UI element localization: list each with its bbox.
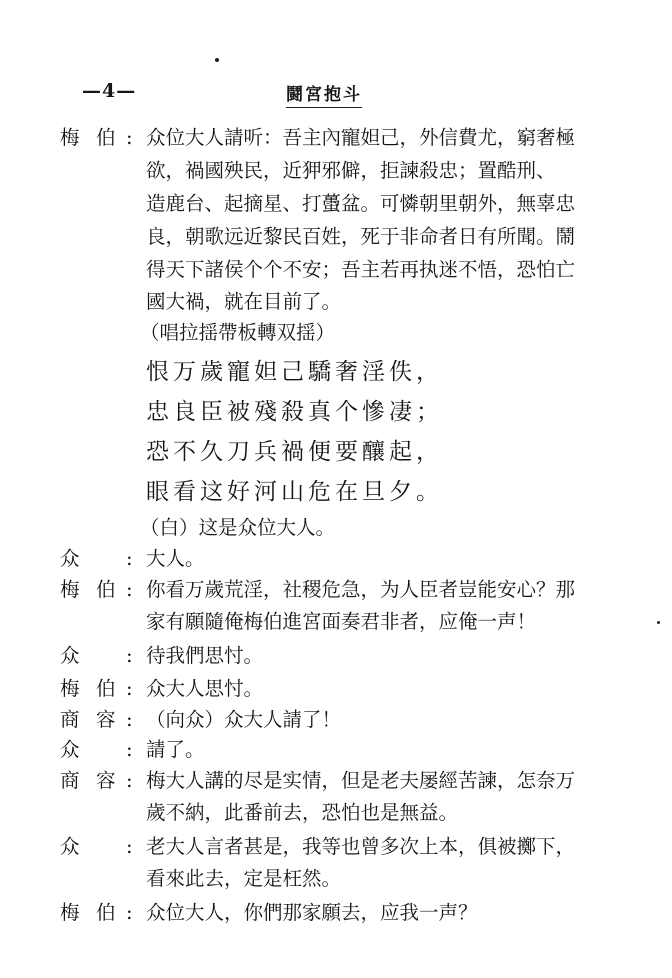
speaker-label: 众 bbox=[60, 547, 80, 570]
dialogue-line: 众位大人，你們那家願去，应我一声？ bbox=[146, 901, 478, 924]
speaker-label: 众 bbox=[60, 835, 80, 858]
dialogue-line: 众大人思忖。 bbox=[146, 677, 264, 700]
song-line: 恐不久刀兵禍便要釀起， bbox=[146, 439, 443, 465]
running-title: 鬪宮抱斗 bbox=[286, 80, 362, 108]
page-number: —4— bbox=[82, 80, 137, 102]
dialogue-line: 你看万歲荒淫，社稷危急，为人臣者豈能安心？那 bbox=[146, 578, 576, 601]
speaker-label: 梅 伯 bbox=[60, 901, 116, 924]
song-line: 眼看这好河山危在旦夕。 bbox=[146, 479, 443, 505]
page-header bbox=[0, 80, 672, 108]
speech-line: 國大禍，就在目前了。 bbox=[146, 290, 342, 313]
dialogue-line: 歲不納，此番前去，恐怕也是無益。 bbox=[146, 801, 459, 824]
speaker-colon: : bbox=[126, 677, 133, 700]
spoken-line: （白）这是众位大人。 bbox=[140, 516, 336, 539]
speaker-label: 商 容 bbox=[60, 708, 116, 731]
speaker-label: 商 容 bbox=[60, 769, 116, 792]
speech-line: 欲，禍國殃民，近狎邪僻，拒諫殺忠；置酷刑、 bbox=[146, 159, 556, 182]
stage-direction: （唱拉揺帶板轉双揺） bbox=[140, 321, 336, 344]
dialogue-line: 梅大人講的尽是实情，但是老夫屡經苦諫，怎奈万 bbox=[146, 769, 576, 792]
speech-line: 得天下諸侯个个不安；吾主若再执迷不悟，恐怕亡 bbox=[146, 258, 576, 281]
dialogue-line: 大人。 bbox=[146, 547, 205, 570]
speaker-colon: : bbox=[126, 901, 133, 924]
speaker-colon: : bbox=[126, 547, 133, 570]
speck-mark bbox=[215, 58, 219, 62]
speech-line: 良，朝歌远近黎民百姓，死于非命者日有所聞。鬧 bbox=[146, 225, 576, 248]
speaker-label: 众 bbox=[60, 738, 80, 761]
dialogue-line: 請了。 bbox=[146, 738, 205, 761]
speaker-colon: : bbox=[126, 769, 133, 792]
dialogue-line: 看來此去，定是枉然。 bbox=[146, 867, 342, 890]
speaker-label: 梅 伯 bbox=[60, 578, 116, 601]
dialogue-line: （向众）众大人請了！ bbox=[146, 708, 342, 731]
speck-mark bbox=[657, 621, 660, 624]
dialogue-line: 老大人言者甚是，我等也曾多次上本，俱被擲下， bbox=[146, 835, 576, 858]
dialogue-line: 待我們思忖。 bbox=[146, 644, 264, 667]
speaker-colon: : bbox=[126, 738, 133, 761]
speaker-colon: : bbox=[126, 835, 133, 858]
song-line: 恨万歲寵妲己驕奢淫佚， bbox=[146, 359, 443, 385]
speaker-label: 梅 伯 bbox=[60, 126, 116, 149]
speaker-label: 众 bbox=[60, 644, 80, 667]
speaker-colon: : bbox=[126, 708, 133, 731]
speech-line: 造鹿台、起摘星、打蠆盆。可憐朝里朝外，無辜忠 bbox=[146, 192, 576, 215]
speaker-colon: : bbox=[126, 644, 133, 667]
speaker-colon: : bbox=[126, 578, 133, 601]
speaker-colon: : bbox=[126, 126, 133, 149]
song-line: 忠良臣被殘殺真个慘凄； bbox=[146, 399, 443, 425]
dialogue-line: 家有願隨俺梅伯進宮面奏君非者，应俺一声！ bbox=[146, 610, 537, 633]
speaker-label: 梅 伯 bbox=[60, 677, 116, 700]
speech-line: 众位大人請听：吾主內寵妲己，外信費尤，窮奢極 bbox=[146, 126, 576, 149]
